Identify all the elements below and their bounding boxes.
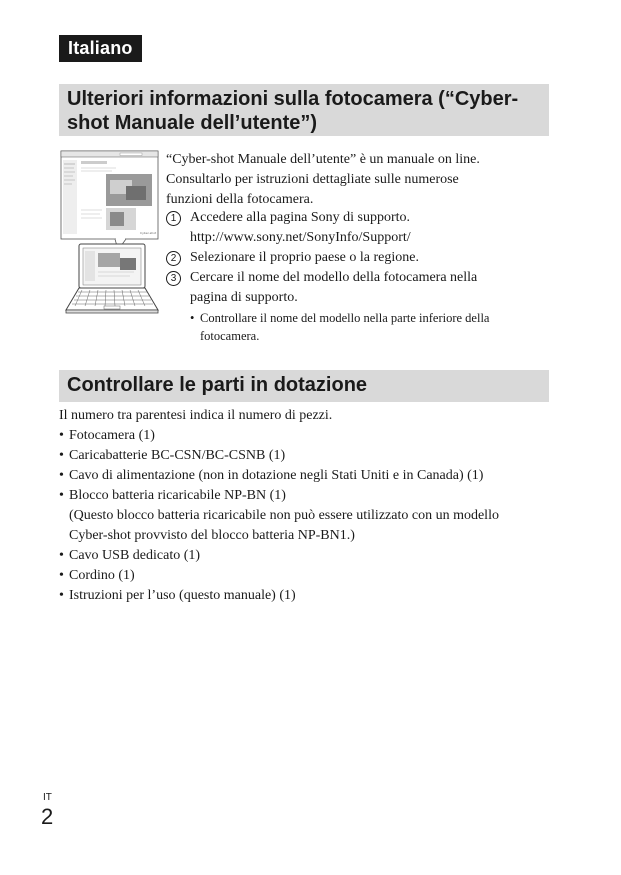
bullet: • bbox=[59, 428, 64, 443]
step-number: 1 bbox=[166, 211, 181, 226]
intro-line: “Cyber-shot Manuale dell’utente” è un manuale on line. bbox=[166, 152, 480, 167]
item-text: Cavo USB dedicato (1) bbox=[69, 548, 201, 563]
bullet: • bbox=[190, 311, 195, 325]
bullet: • bbox=[59, 468, 64, 483]
note-text: fotocamera. bbox=[200, 329, 260, 343]
step-text: pagina di supporto. bbox=[190, 290, 298, 305]
step-text: Accedere alla pagina Sony di supporto. bbox=[190, 210, 411, 225]
step-1 bbox=[166, 208, 546, 248]
list-item bbox=[59, 486, 559, 546]
bullet: • bbox=[59, 448, 64, 463]
bullet: • bbox=[59, 568, 64, 583]
intro-line: funzioni della fotocamera. bbox=[166, 192, 314, 207]
svg-text:Cyber-shot: Cyber-shot bbox=[140, 231, 157, 235]
item-text: Istruzioni per l’uso (questo manuale) (1) bbox=[69, 588, 296, 603]
step-text: Selezionare il proprio paese o la regione. bbox=[190, 250, 419, 265]
page-number: 2 bbox=[41, 804, 54, 829]
list-item bbox=[59, 446, 559, 466]
model-name-note bbox=[166, 309, 546, 345]
more-info-intro bbox=[166, 150, 546, 210]
supplied-items bbox=[59, 406, 559, 606]
laptop-manual-icon bbox=[60, 150, 160, 320]
list-item bbox=[59, 546, 559, 566]
language-tab: Italiano bbox=[59, 35, 142, 62]
list-item bbox=[59, 586, 559, 606]
bullet: • bbox=[59, 588, 64, 603]
item-text: (Questo blocco batteria ricaricabile non può essere utilizzato con un modello bbox=[69, 508, 499, 523]
step-3 bbox=[166, 268, 546, 308]
item-text: Cavo di alimentazione (non in dotazione negli Stati Uniti e in Canada) (1) bbox=[69, 468, 484, 483]
step-text: Cercare il nome del modello della fotocamera nella bbox=[190, 270, 478, 285]
bullet: • bbox=[59, 548, 64, 563]
support-url: http://www.sony.net/SonyInfo/Support/ bbox=[190, 230, 411, 245]
list-item bbox=[59, 566, 559, 586]
list-item bbox=[59, 466, 559, 486]
note-text: Controllare il nome del modello nella parte inferiore della bbox=[200, 311, 490, 325]
item-text: Caricabatterie BC-CSN/BC-CSNB (1) bbox=[69, 448, 286, 463]
support-steps bbox=[166, 208, 546, 345]
list-item bbox=[59, 426, 559, 446]
item-text: Fotocamera (1) bbox=[69, 428, 155, 443]
step-number: 3 bbox=[166, 271, 181, 286]
step-number: 2 bbox=[166, 251, 181, 266]
section-title-more-info: Ulteriori informazioni sulla fotocamera (“Cyber-shot Manuale dell’utente”) bbox=[59, 84, 549, 136]
section-title-supplied-items: Controllare le parti in dotazione bbox=[59, 370, 549, 402]
page-language-code: IT bbox=[43, 792, 52, 803]
item-text: Cyber-shot provvisto del blocco batteria NP-BN1.) bbox=[69, 528, 355, 543]
step-2 bbox=[166, 248, 546, 268]
bullet: • bbox=[59, 488, 64, 503]
supplied-items-list bbox=[59, 426, 559, 606]
supplied-items-intro: Il numero tra parentesi indica il numero di pezzi. bbox=[59, 408, 333, 423]
item-text: Blocco batteria ricaricabile NP-BN (1) bbox=[69, 488, 286, 503]
intro-line: Consultarlo per istruzioni dettagliate sulle numerose bbox=[166, 172, 459, 187]
item-text: Cordino (1) bbox=[69, 568, 135, 583]
